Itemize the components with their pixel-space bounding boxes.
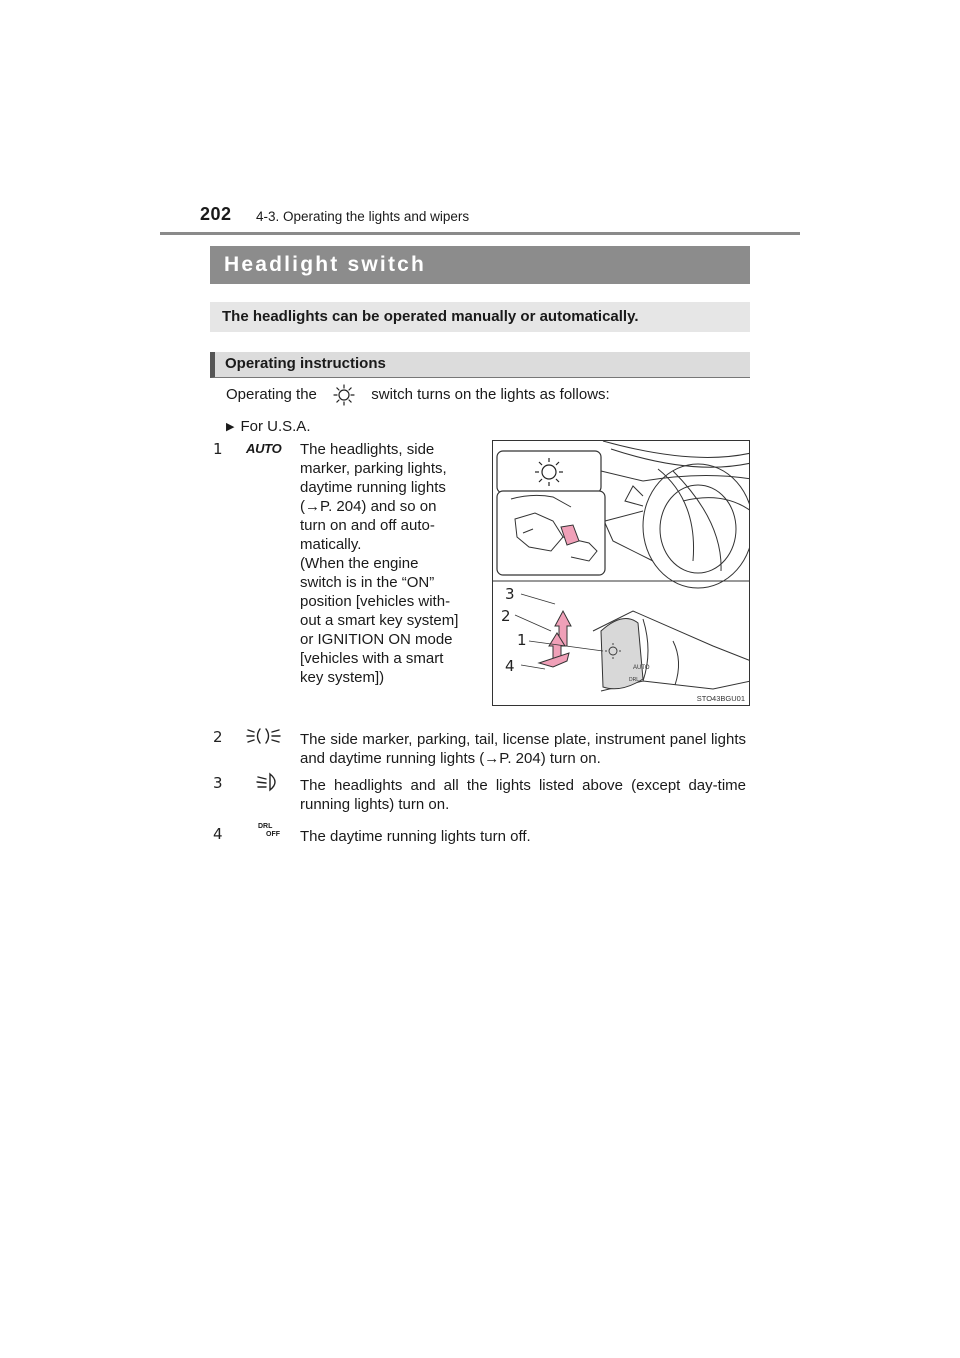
intro-text: The headlights can be operated manually or automatically. — [222, 308, 639, 325]
section-title: Headlight switch — [224, 253, 427, 276]
subheading-bar — [210, 352, 750, 378]
item-2-text: The side marker, parking, tail, license plate, instrument panel lights and daytime running lights (→P. 204) turn on. — [300, 731, 746, 767]
item-1-line: (When the engine — [300, 555, 419, 572]
triangle-bullet-icon: ▶ — [226, 421, 235, 433]
header-divider — [160, 232, 800, 235]
breadcrumb: 4-3. Operating the lights and wipers — [256, 209, 470, 224]
icon-zoom-bubble — [497, 451, 601, 493]
item-3-text: The headlights and all the lights listed above (except day-time running lights) turn on. — [300, 777, 746, 813]
figure-illustration — [493, 441, 750, 706]
hand-zoom-bubble — [497, 491, 605, 575]
stalk-drl-label: DRL — [629, 677, 640, 683]
callout-4: 4 — [505, 657, 515, 675]
lead-text-after: switch turns on the lights as follows: — [371, 386, 610, 403]
item-1-text — [300, 440, 476, 687]
side-marker-lights-icon — [246, 726, 282, 751]
auto-icon — [246, 440, 281, 458]
callout-3: 3 — [505, 585, 515, 603]
region-label — [226, 418, 310, 435]
figure-caption: STO43BGU01 — [696, 694, 745, 703]
item-number-4: 4 — [213, 825, 223, 843]
auto-icon-label: AUTO — [246, 441, 282, 456]
item-1-line: turn on and off auto- — [300, 517, 435, 534]
lead-sentence — [226, 386, 610, 404]
item-1-line: marker, parking lights, — [300, 460, 447, 477]
item-1-line: The headlights, side — [300, 441, 435, 458]
item-1-line: switch is in the “ON” — [300, 574, 435, 591]
lead-text-before: Operating the — [226, 386, 317, 403]
item-1-line: or IGNITION ON mode — [300, 631, 453, 648]
item-1-line: out a smart key system] — [300, 612, 459, 629]
item-1-line: key system]) — [300, 669, 385, 686]
subheading: Operating instructions — [225, 355, 386, 372]
headlights-icon — [256, 772, 282, 797]
stalk-auto-label: AUTO — [633, 665, 650, 671]
item-1-line: matically. — [300, 536, 362, 553]
item-1-line: position [vehicles with- — [300, 593, 451, 610]
page-number: 202 — [200, 204, 232, 224]
drl-off-icon — [258, 822, 282, 842]
item-number-3: 3 — [213, 774, 223, 792]
drl-icon-label: DRL — [258, 823, 273, 830]
off-icon-label: OFF — [266, 831, 280, 838]
callout-1: 1 — [517, 631, 527, 649]
region-text: For U.S.A. — [240, 418, 311, 435]
headlight-switch-figure — [492, 440, 750, 706]
item-1-line: daytime running lights — [300, 479, 446, 496]
callout-2: 2 — [501, 607, 511, 625]
item-1-line: (→P. 204) and so on — [300, 498, 437, 515]
item-1-line: [vehicles with a smart — [300, 650, 444, 667]
intro-box — [210, 302, 750, 332]
item-number-2: 2 — [213, 728, 223, 746]
item-number-1: 1 — [213, 440, 223, 458]
headlight-switch-icon — [321, 386, 367, 404]
section-title-bar — [210, 246, 750, 284]
item-4-text: The daytime running lights turn off. — [300, 828, 531, 845]
